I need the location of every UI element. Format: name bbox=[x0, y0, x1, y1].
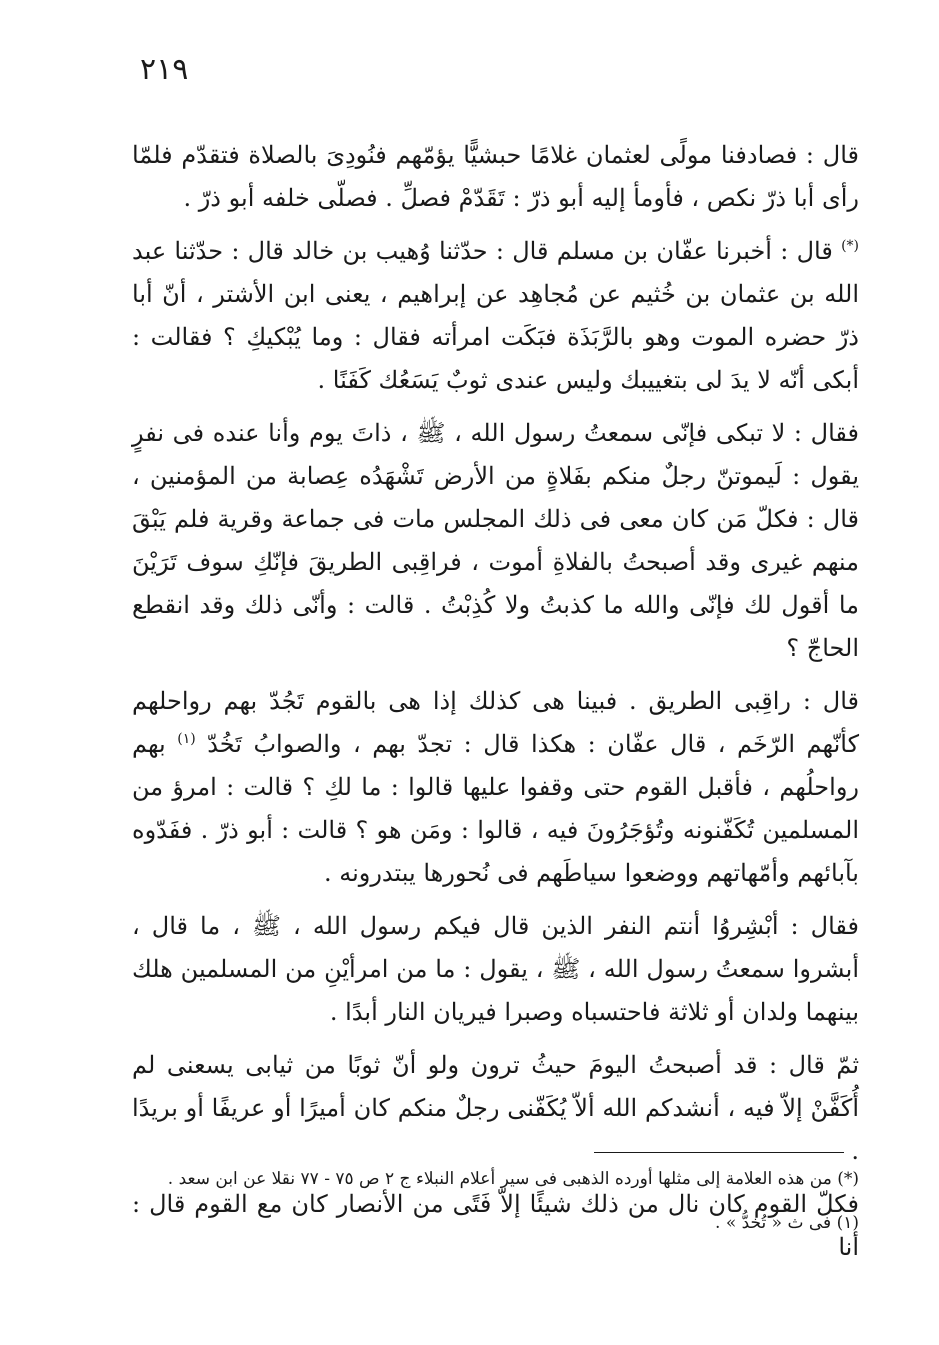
paragraph-6: ثمّ قال : قد أصبحتُ اليومَ حيثُ ترون ولو أنّ ثوبًا من ثيابى يسعنى لم أُكَفَّنْ إلاّ فيه ، أنشدكم الله ألاّ يُكَفّنى رجلٌ منكم كان أميرًا أو عريفًا أو بريدًا . bbox=[132, 1051, 859, 1165]
paragraph-2 bbox=[132, 230, 859, 402]
paragraph-3: فقال : لا تبكى فإنّى سمعتُ رسول الله ، ﷺ ، ذاتَ يوم وأنا عنده فى نفرٍ يقول : لَيموتنّ رجلٌ منكم بفَلاةٍ من الأرض تَشْهَدُه عِصابة من المؤمنين ، قال : فكلّ مَن كان معى فى ذلك المجلس مات فى جماعة وقرية فلم يَبْقَ منهم غيرى وقد أصبحتُ بالفلاةِ أموت ، فراقِبى الطريقَ فإنّكِ سوف تَرَيْنَ ما أقول لك فإنّى والله ما كذبتُ ولا كُذِبْتُ . قالت : وأنّى ذلك وقد انقطع الحاجّ ؟ bbox=[132, 419, 859, 662]
page-number: ٢١٩ bbox=[140, 52, 189, 87]
paragraph-1: قال : فصادفنا مولًى لعثمان غلامًا حبشيًّا يؤمّهم فنُودِىَ بالصلاة فتقدّم فلمّا رأى أبا ذرّ نكص ، فأومأ إليه أبو ذرّ : تَقَدّمْ فصلِّ . فصلّى خلفه أبو ذرّ . bbox=[132, 141, 859, 212]
footnote-ref-1: (١) bbox=[177, 731, 196, 747]
paragraph-4-text-a: قال : راقِبى الطريق . فبينا هى كذلك إذا هى بالقوم تَجُدّ بهم رواحلهم كأنّهم الرّخَم ، قال عفّان : هكذا قال : تجدّ بهم ، والصوابُ تَخُدّ bbox=[132, 687, 859, 758]
paragraph-7: فكلّ القوم كان نال من ذلك شيئًا إلاّ فَتًى من الأنصار كان مع القوم قال : أنا bbox=[132, 1190, 859, 1261]
paragraph-4-text-c: سياطَهم فى نُحورها يبتدرونه . bbox=[323, 859, 617, 887]
paragraph-4 bbox=[132, 680, 859, 895]
footnote-1: (١) فى ث « تُخدُّ » . bbox=[715, 1213, 859, 1233]
footnote-star: (*) من هذه العلامة إلى مثلها أورده الذهبى فى سير أعلام النبلاء ج ٢ ص ٧٥ - ٧٧ نقلا عن ابن سعد . bbox=[167, 1169, 859, 1189]
footnote-marker-star: (*) bbox=[841, 238, 859, 254]
paragraph-4-text-b: بهم رواحلُهم ، فأقبل القوم حتى وقفوا عليها قالوا : ما لكِ ؟ قالت : امرؤ من المسلمين تُكَفّنونه وتُؤجَرُونَ فيه ، قالوا : ومَن هو ؟ قالت : أبو ذرّ . ففَدّوه بآبائهم وأمّهاتهم ووضعوا bbox=[132, 730, 859, 887]
paragraph-5: فقال : أبْشِروُا أنتم النفر الذين قال فيكم رسول الله ، ﷺ ، ما قال ، أبشروا سمعتُ رسول الله ، ﷺ ، يقول : ما من امرأيْنِ من المسلمين هلك بينهما ولدان أو ثلاثة فاحتسباه وصبرا فيريان النار أبدًا . bbox=[132, 912, 859, 1026]
footnote-divider bbox=[594, 1152, 844, 1153]
main-text bbox=[132, 134, 859, 1279]
footnotes bbox=[132, 1164, 859, 1252]
paragraph-2-text: قال : أخبرنا عفّان بن مسلم قال : حدّثنا وُهيب بن خالد قال : حدّثنا عبد الله بن عثمان بن خُثيم عن مُجاهِد عن إبراهيم ، يعنى ابن الأشتر ، أنّ أبا ذرّ حضره الموت وهو بالرَّبَذَة فبَكَت امرأته فقال : وما يُبْكيكِ ؟ فقالت : أبكى أنّه لا يدَ لى بتغييبك وليس عندى ثوبٌ يَسَعُك كَفَنًا . bbox=[132, 237, 859, 394]
